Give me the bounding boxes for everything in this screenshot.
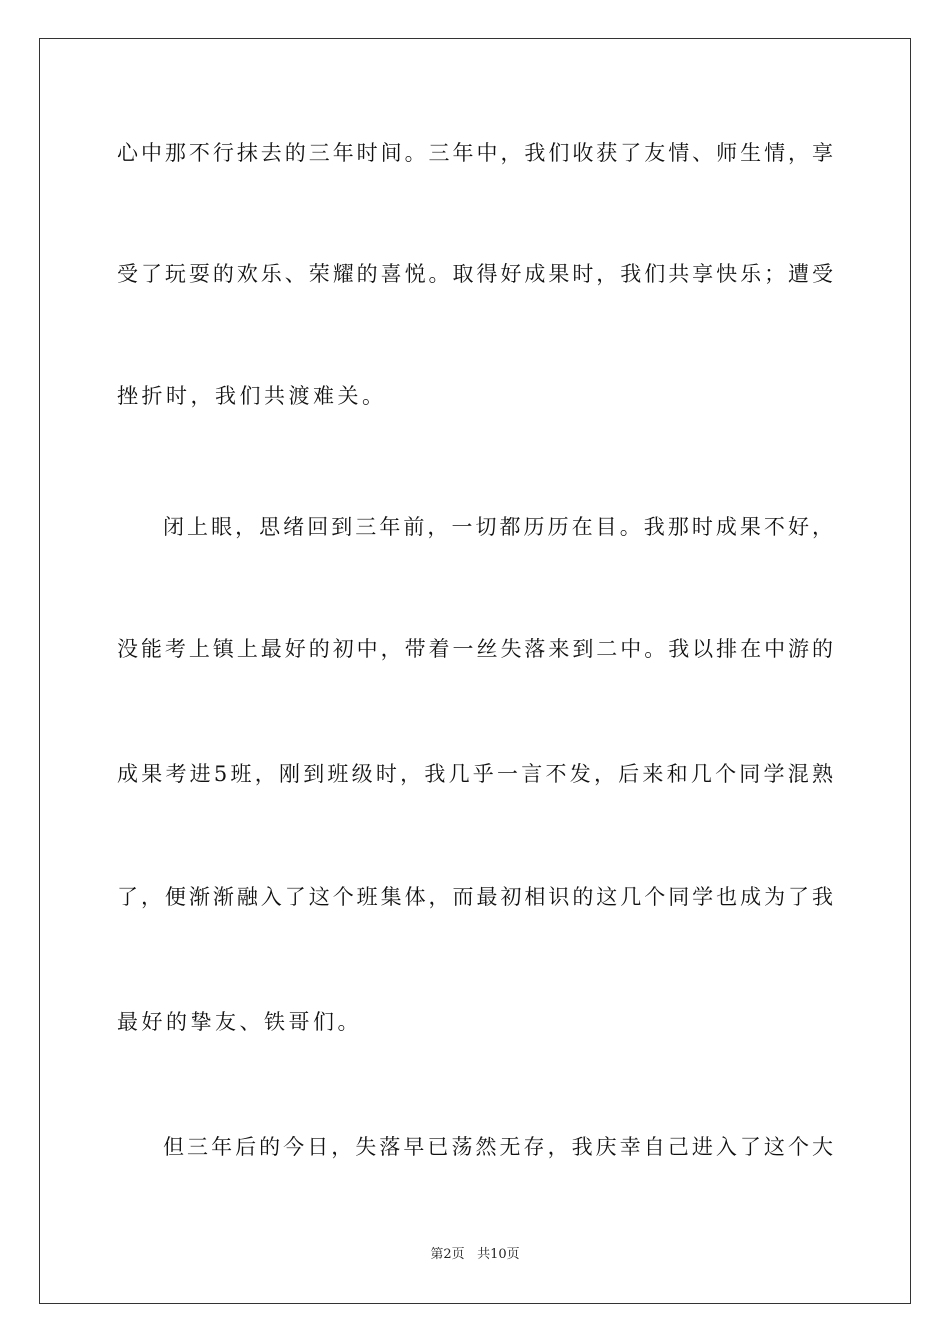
body-line-7: 了，便渐渐融入了这个班集体，而最初相识的这几个同学也成为了我 [117,885,833,909]
page-border [39,38,911,1304]
footer-spacer [465,1247,477,1262]
page-number: 第2页 [430,1247,465,1262]
page-footer [0,1247,950,1263]
total-pages: 共10页 [477,1247,520,1262]
body-line-1: 心中那不行抹去的三年时间。三年中，我们收获了友情、师生情，享 [117,141,833,165]
body-line-6: 成果考进5班，刚到班级时，我几乎一言不发，后来和几个同学混熟 [117,762,833,786]
body-line-9: 但三年后的今日，失落早已荡然无存，我庆幸自己进入了这个大 [163,1135,833,1159]
body-line-3: 挫折时，我们共渡难关。 [117,384,387,408]
body-line-8: 最好的挚友、铁哥们。 [117,1010,362,1034]
body-line-4: 闭上眼，思绪回到三年前，一切都历历在目。我那时成果不好， [163,515,833,539]
body-line-2: 受了玩耍的欢乐、荣耀的喜悦。取得好成果时，我们共享快乐；遭受 [117,262,833,286]
body-line-5: 没能考上镇上最好的初中，带着一丝失落来到二中。我以排在中游的 [117,637,833,661]
